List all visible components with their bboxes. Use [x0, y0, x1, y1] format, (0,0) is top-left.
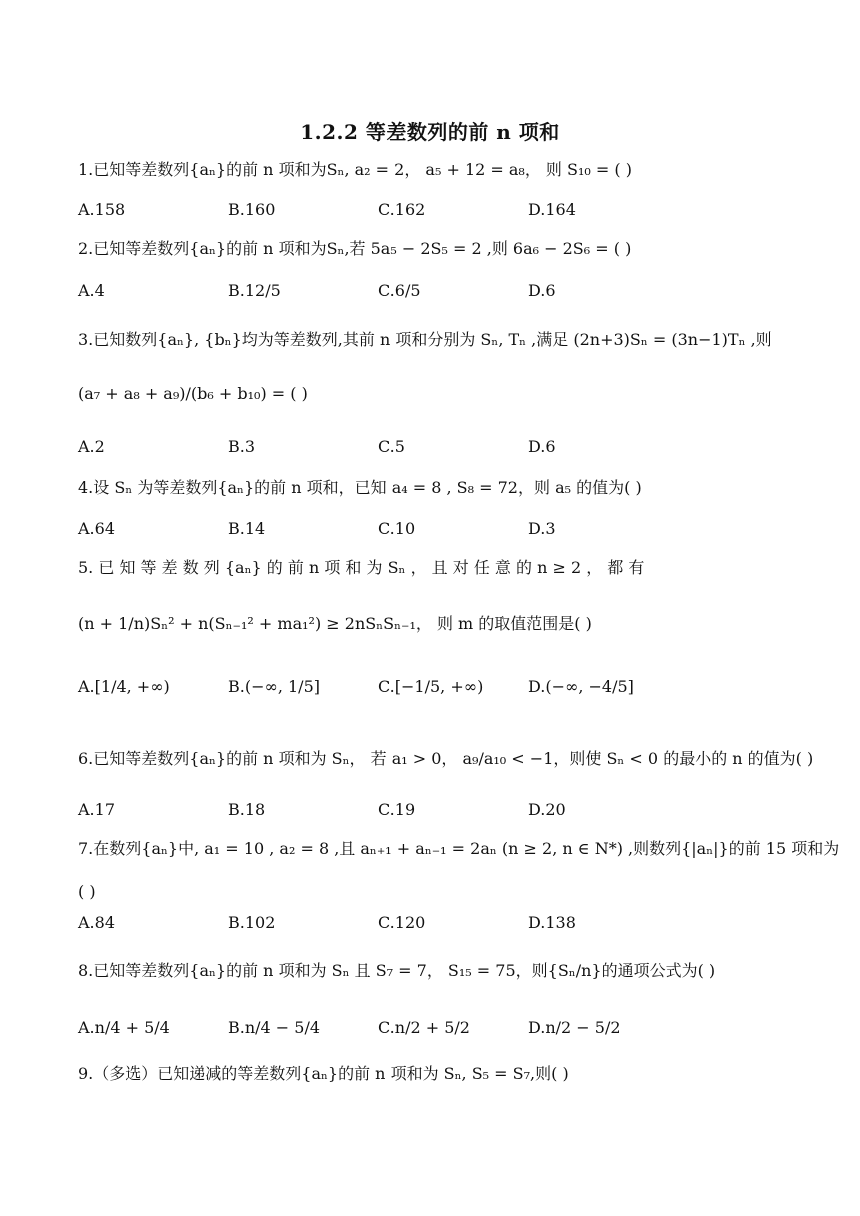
question-3-continued: (a₇ + a₈ + a₉)/(b₆ + b₁₀) = ( ): [78, 384, 308, 403]
question-4-options: [78, 519, 788, 559]
option-b[interactable]: B.14: [228, 519, 266, 538]
option-a[interactable]: A.84: [78, 913, 115, 932]
option-a[interactable]: A.64: [78, 519, 115, 538]
question-3: 3.已知数列{aₙ}, {bₙ}均为等差数列,其前 n 项和分别为 Sₙ, Tₙ ,满足 (2n+3)Sₙ = (3n−1)Tₙ ,则: [78, 330, 772, 349]
option-a[interactable]: A.[1/4, +∞): [78, 677, 170, 696]
question-7-options: [78, 913, 788, 953]
option-c[interactable]: C.162: [378, 200, 426, 219]
option-b[interactable]: B.3: [228, 437, 256, 456]
option-a[interactable]: A.4: [78, 281, 105, 300]
question-3-options: [78, 437, 788, 477]
question-1: 1.已知等差数列{aₙ}的前 n 项和为Sₙ, a₂ = 2， a₅ + 12 = a₈， 则 S₁₀ = ( ): [78, 160, 632, 179]
option-c[interactable]: C.19: [378, 800, 416, 819]
option-b[interactable]: B.160: [228, 200, 276, 219]
option-b[interactable]: B.(−∞, 1/5]: [228, 677, 320, 696]
option-d[interactable]: D.164: [528, 200, 576, 219]
question-2-options: [78, 281, 788, 321]
page-title: 1.2.2 等差数列的前 n 项和: [300, 120, 560, 144]
option-b[interactable]: B.n/4 − 5/4: [228, 1018, 321, 1037]
question-9: 9.（多选）已知递减的等差数列{aₙ}的前 n 项和为 Sₙ, S₅ = S₇,则( ): [78, 1064, 569, 1083]
option-d[interactable]: D.n/2 − 5/2: [528, 1018, 621, 1037]
question-1-options: [78, 200, 788, 240]
option-c[interactable]: C.6/5: [378, 281, 421, 300]
option-d[interactable]: D.3: [528, 519, 556, 538]
question-7: 7.在数列{aₙ}中, a₁ = 10 , a₂ = 8 ,且 aₙ₊₁ + aₙ₋₁ = 2aₙ (n ≥ 2, n ∈ N*) ,则数列{|aₙ|}的前 15 项和为: [78, 839, 840, 858]
option-c[interactable]: C.n/2 + 5/2: [378, 1018, 470, 1037]
option-b[interactable]: B.12/5: [228, 281, 281, 300]
option-d[interactable]: D.6: [528, 437, 556, 456]
option-c[interactable]: C.[−1/5, +∞): [378, 677, 484, 696]
option-a[interactable]: A.2: [78, 437, 105, 456]
option-b[interactable]: B.18: [228, 800, 266, 819]
question-5-options: [78, 677, 788, 717]
option-b[interactable]: B.102: [228, 913, 276, 932]
option-a[interactable]: A.17: [78, 800, 115, 819]
question-6-options: [78, 800, 788, 840]
option-d[interactable]: D.6: [528, 281, 556, 300]
option-c[interactable]: C.10: [378, 519, 416, 538]
question-2: 2.已知等差数列{aₙ}的前 n 项和为Sₙ,若 5a₅ − 2S₅ = 2 ,则 6a₆ − 2S₆ = ( ): [78, 239, 632, 258]
question-5: 5. 已 知 等 差 数 列 {aₙ} 的 前 n 项 和 为 Sₙ ， 且 对 任 意 的 n ≥ 2 ， 都 有: [78, 558, 645, 577]
question-8-options: [78, 1018, 788, 1058]
option-c[interactable]: C.120: [378, 913, 426, 932]
option-d[interactable]: D.(−∞, −4/5]: [528, 677, 634, 696]
option-c[interactable]: C.5: [378, 437, 405, 456]
option-a[interactable]: A.n/4 + 5/4: [78, 1018, 170, 1037]
question-8: 8.已知等差数列{aₙ}的前 n 项和为 Sₙ 且 S₇ = 7， S₁₅ = 75，则{Sₙ/n}的通项公式为( ): [78, 961, 716, 980]
question-6: 6.已知等差数列{aₙ}的前 n 项和为 Sₙ， 若 a₁ > 0， a₉/a₁₀ < −1，则使 Sₙ < 0 的最小的 n 的值为( ): [78, 749, 814, 768]
option-d[interactable]: D.20: [528, 800, 566, 819]
option-d[interactable]: D.138: [528, 913, 576, 932]
question-5-continued: (n + 1/n)Sₙ² + n(Sₙ₋₁² + ma₁²) ≥ 2nSₙSₙ₋₁， 则 m 的取值范围是( ): [78, 614, 592, 633]
option-a[interactable]: A.158: [78, 200, 126, 219]
question-7-continued: ( ): [78, 882, 96, 901]
question-4: 4.设 Sₙ 为等差数列{aₙ}的前 n 项和，已知 a₄ = 8 , S₈ = 72，则 a₅ 的值为( ): [78, 478, 642, 497]
